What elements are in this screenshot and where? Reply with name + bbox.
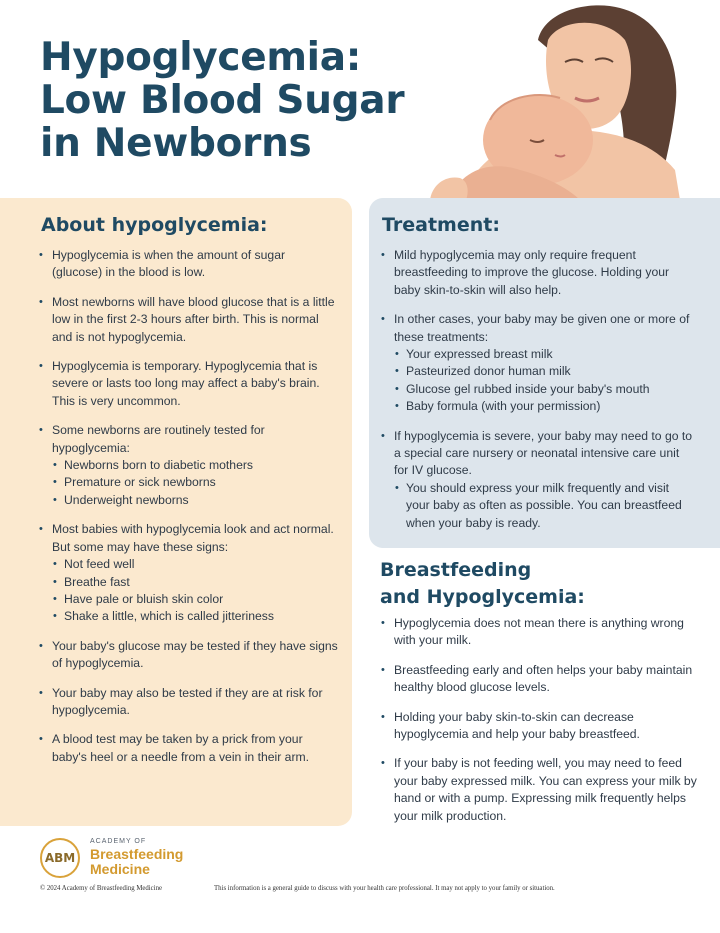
abm-logo-mark: ABM	[40, 838, 80, 878]
sub-item: • Shake a little, which is called jitteriness	[52, 608, 338, 625]
list-item: • Most newborns will have blood glucose that is a little low in the first 2-3 hours after birth. This is normal and is not hypoglycemia.	[38, 294, 338, 346]
sub-item: • Pasteurized donor human milk	[394, 363, 696, 380]
treatment-heading: Treatment:	[382, 214, 500, 236]
list-item: • Mild hypoglycemia may only require frequent breastfeeding to improve the glucose. Holding your baby skin-to-skin will also help.	[380, 247, 696, 299]
sub-item: • You should express your milk frequently and visit your baby as often as possible. You can breastfeed when your baby is ready.	[394, 480, 696, 532]
logo-name	[90, 847, 230, 877]
list-item: • If hypoglycemia is severe, your baby may need to go to a special care nursery or neonatal intensive care unit for IV glucose. • You should express your milk frequently and visit your baby as often as possible. You can breastfeed when your baby is ready.	[380, 428, 696, 532]
list-item: • A blood test may be taken by a prick from your baby's heel or a needle from a vein in their arm.	[38, 731, 338, 766]
sub-item: • Underweight newborns	[52, 492, 338, 509]
breastfeeding-heading-line-1: Breastfeeding	[380, 559, 532, 581]
logo-top-text: ACADEMY OF	[90, 838, 147, 845]
logo-name-line-1: Breastfeeding	[90, 846, 184, 862]
footer-copyright: © 2024 Academy of Breastfeeding Medicine	[40, 885, 162, 892]
sub-list	[394, 346, 696, 416]
list-item: • Holding your baby skin-to-skin can decrease hypoglycemia and help your baby breastfeed.	[380, 709, 698, 744]
breastfeeding-heading	[380, 557, 680, 611]
list-item: • In other cases, your baby may be given one or more of these treatments: • Your expressed breast milk • Pasteurized donor human milk • Glucose gel rubbed inside your baby's mouth • Baby formula (with your permission)	[380, 311, 696, 415]
list-item: • Hypoglycemia does not mean there is anything wrong with your milk.	[380, 615, 698, 650]
footer-disclaimer: This information is a general guide to discuss with your health care professional. It may not apply to your family or situation.	[214, 885, 555, 892]
sub-item: • Glucose gel rubbed inside your baby's mouth	[394, 381, 696, 398]
breastfeeding-list	[380, 615, 698, 837]
abm-logo	[40, 836, 230, 882]
sub-list	[52, 556, 338, 626]
title-line-3: in Newborns	[40, 121, 312, 166]
list-item: • Hypoglycemia is when the amount of sugar (glucose) in the blood is low.	[38, 247, 338, 282]
list-item: • Your baby's glucose may be tested if they have signs of hypoglycemia.	[38, 638, 338, 673]
sub-list	[52, 457, 338, 509]
sub-item: • Your expressed breast milk	[394, 346, 696, 363]
about-heading: About hypoglycemia:	[41, 214, 268, 236]
title-line-1: Hypoglycemia:	[40, 35, 362, 80]
sub-item: • Premature or sick newborns	[52, 474, 338, 491]
sub-item: • Have pale or bluish skin color	[52, 591, 338, 608]
mother-baby-illustration	[420, 0, 720, 200]
sub-item: • Not feed well	[52, 556, 338, 573]
list-item: • Most babies with hypoglycemia look and act normal. But some may have these signs: • Not feed well • Breathe fast • Have pale or bluish skin color • Shake a little, which is called jitteriness	[38, 521, 338, 625]
list-item: • Some newborns are routinely tested for hypoglycemia: • Newborns born to diabetic mothers • Premature or sick newborns • Underweight newborns	[38, 422, 338, 509]
logo-name-line-2: Medicine	[90, 861, 150, 877]
breastfeeding-heading-line-2: and Hypoglycemia:	[380, 586, 585, 608]
list-item: • Your baby may also be tested if they are at risk for hypoglycemia.	[38, 685, 338, 720]
title-line-2: Low Blood Sugar	[40, 78, 405, 123]
sub-list	[394, 480, 696, 532]
list-item: • If your baby is not feeding well, you may need to feed your baby expressed milk. You can express your milk by hand or with a pump. Expressing milk frequently helps your milk production.	[380, 755, 698, 825]
sub-item: • Baby formula (with your permission)	[394, 398, 696, 415]
list-item: • Breastfeeding early and often helps your baby maintain healthy blood glucose levels.	[380, 662, 698, 697]
treatment-list	[380, 247, 696, 544]
page-title	[40, 36, 440, 165]
sub-item: • Breathe fast	[52, 574, 338, 591]
list-item: • Hypoglycemia is temporary. Hypoglycemia that is severe or lasts too long may affect a baby's brain. This is very uncommon.	[38, 358, 338, 410]
sub-item: • Newborns born to diabetic mothers	[52, 457, 338, 474]
about-list	[38, 247, 338, 778]
